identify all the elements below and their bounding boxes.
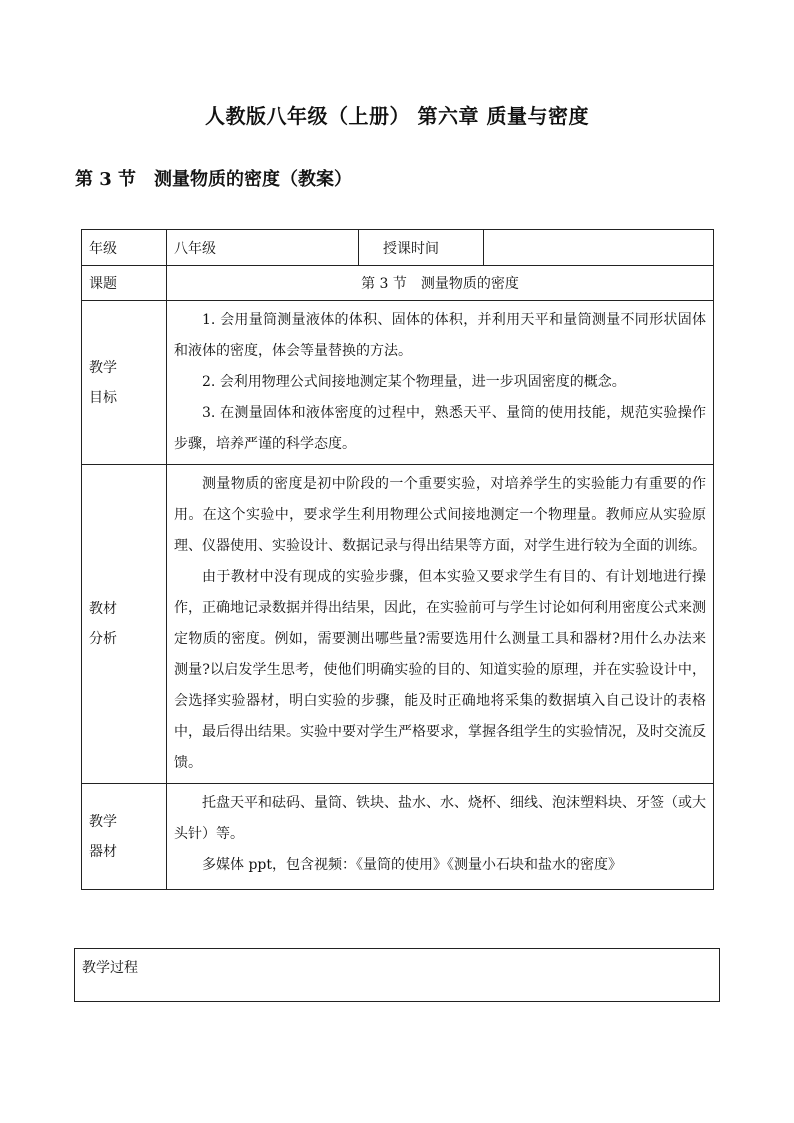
materials-row (82, 784, 714, 890)
topic-row (82, 266, 714, 301)
objectives-label-line1: 教学 (89, 359, 117, 376)
objectives-content (167, 301, 714, 465)
topic-value: 第 3 节 测量物质的密度 (167, 266, 714, 301)
analysis-label (82, 465, 167, 784)
objectives-row (82, 301, 714, 465)
time-value (484, 230, 714, 266)
materials-content (167, 784, 714, 890)
analysis-paragraph: 由于教材中没有现成的实验步骤，但本实验又要求学生有目的、有计划地进行操作，正确地记录数据并得出结果，因此，在实验前可与学生讨论如何利用密度公式来测定物质的密度。例如，需要测出哪些量?需要选用什么测量工具和器材?用什么办法来测量?以启发学生思考，使他们明确实验的目的、知道实验的原理，并在实验设计中，会选择实验器材，明白实验的步骤，能及时正确地将采集的数据填入自己设计的表格中，最后得出结果。实验中要对学生严格要求，掌握各组学生的实验情况，及时交流反馈。 (174, 569, 706, 771)
page-title: 人教版八年级（上册） 第六章 质量与密度 (205, 104, 589, 128)
grade-row (82, 230, 714, 266)
analysis-label-line1: 教材 (89, 601, 117, 617)
topic-label: 课题 (82, 266, 167, 301)
materials-label-line1: 教学 (89, 813, 117, 830)
objective-item: 2. 会利用物理公式间接地测定某个物理量，进一步巩固密度的概念。 (202, 374, 626, 390)
lesson-info-table (81, 229, 714, 890)
materials-label-line2: 器材 (89, 843, 117, 860)
grade-label: 年级 (82, 230, 167, 266)
objectives-label-line2: 目标 (89, 389, 117, 406)
objective-item: 1. 会用量筒测量液体的体积、固体的体积，并利用天平和量筒测量不同形状固体和液体的密度，体会等量替换的方法。 (174, 312, 706, 359)
analysis-content (167, 465, 714, 784)
process-label: 教学过程 (75, 949, 720, 1002)
materials-paragraph: 多媒体 ppt，包含视频：《量筒的使用》《测量小石块和盐水的密度》 (202, 857, 622, 873)
analysis-paragraph: 测量物质的密度是初中阶段的一个重要实验，对培养学生的实验能力有重要的作用。在这个实验中，要求学生利用物理公式间接地测定一个物理量。教师应从实验原理、仪器使用、实验设计、数据记录与得出结果等方面，对学生进行较为全面的训练。 (174, 476, 706, 554)
materials-paragraph: 托盘天平和砝码、量筒、铁块、盐水、水、烧杯、细线、泡沫塑料块、牙签（或大头针）等。 (174, 795, 706, 842)
time-label: 授课时间 (359, 230, 484, 266)
grade-value: 八年级 (167, 230, 359, 266)
process-row (75, 949, 720, 1002)
teaching-process-table (74, 948, 720, 1002)
analysis-row (82, 465, 714, 784)
objective-item: 3. 在测量固体和液体密度的过程中，熟悉天平、量筒的使用技能，规范实验操作步骤，培养严谨的科学态度。 (174, 405, 706, 452)
section-title: 第 3 节 测量物质的密度（教案） (75, 169, 353, 190)
objectives-label (82, 301, 167, 465)
materials-label (82, 784, 167, 890)
analysis-label-line2: 分析 (89, 631, 117, 647)
